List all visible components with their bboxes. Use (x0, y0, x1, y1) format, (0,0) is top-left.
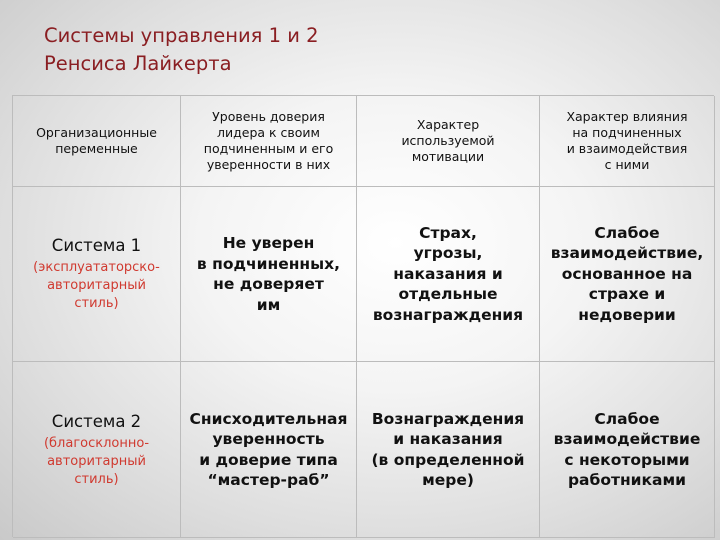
system-2-influence (540, 362, 715, 538)
cell-line: Слабое (594, 223, 660, 242)
page-title (44, 22, 444, 78)
title-line-2: Ренсиса Лайкерта (44, 52, 232, 75)
header-text: и взаимодействия (566, 141, 688, 156)
cell-line: Слабое (594, 409, 660, 428)
cell-line: не доверяет (213, 275, 324, 293)
header-text: переменные (55, 141, 138, 156)
cell-line: Страх, (419, 223, 477, 242)
cell-line: Вознаграждения (371, 409, 525, 428)
system-2-motivation (357, 362, 540, 538)
header-text: мотивации (411, 149, 485, 164)
header-text: уверенности в них (206, 157, 331, 172)
header-text: Организационные (36, 125, 157, 140)
header-text: на подчиненных (572, 125, 682, 140)
cell-line: взаимодействие, (550, 244, 704, 263)
cell-line: (в определенной (371, 450, 525, 469)
cell-line: недоверии (578, 305, 676, 324)
system-style (33, 259, 160, 313)
header-text: подчиненным и его (203, 141, 334, 156)
style-line: стиль) (74, 471, 119, 487)
style-line: (благосклонно- (43, 435, 150, 451)
cell-line: Снисходительная (189, 409, 348, 428)
header-text: лидера к своим (217, 125, 320, 140)
cell-line: вознаграждения (372, 305, 524, 324)
header-trust-level (181, 96, 357, 187)
cell-line: и доверие типа (199, 450, 338, 469)
style-line: стиль) (74, 296, 119, 311)
cell-line: им (256, 295, 281, 314)
cell-line: взаимодействие (553, 430, 701, 448)
header-org-variables (13, 96, 181, 187)
likert-systems-table (12, 95, 714, 537)
cell-line: с некоторыми (564, 450, 690, 469)
cell-line: Не уверен (222, 234, 315, 252)
system-style (44, 435, 149, 489)
cell-line: отдельные (398, 285, 498, 304)
style-line: авторитарный (47, 278, 146, 293)
system-name: Система 1 (51, 236, 142, 255)
cell-line: в подчиненных, (196, 254, 341, 273)
style-line: (эксплуататорско- (33, 260, 160, 275)
style-line: авторитарный (47, 453, 146, 469)
cell-line: основанное на (561, 264, 693, 283)
system-1-influence (540, 187, 715, 362)
header-influence (540, 96, 715, 187)
system-2-trust (181, 362, 357, 538)
title-line-1: Системы управления 1 и 2 (44, 24, 319, 47)
cell-line: угрозы, (413, 244, 483, 263)
system-name: Система 2 (51, 411, 142, 431)
system-1-trust (181, 187, 357, 362)
header-text: с ними (604, 157, 650, 172)
header-text: Уровень доверия (212, 109, 325, 124)
header-text: используемой (401, 133, 495, 148)
header-text: Характер (416, 117, 480, 132)
cell-line: уверенность (212, 430, 325, 448)
header-motivation (357, 96, 540, 187)
cell-line: “мастер-раб” (207, 471, 330, 489)
cell-line: страхе и (588, 285, 666, 304)
header-text: Характер влияния (566, 109, 688, 124)
cell-line: работниками (567, 471, 687, 489)
cell-line: мере) (422, 471, 474, 489)
cell-line: наказания и (393, 264, 503, 283)
system-1-motivation (357, 187, 540, 362)
cell-line: и наказания (393, 430, 503, 448)
system-2-cell (13, 362, 181, 538)
system-1-cell (13, 187, 181, 362)
